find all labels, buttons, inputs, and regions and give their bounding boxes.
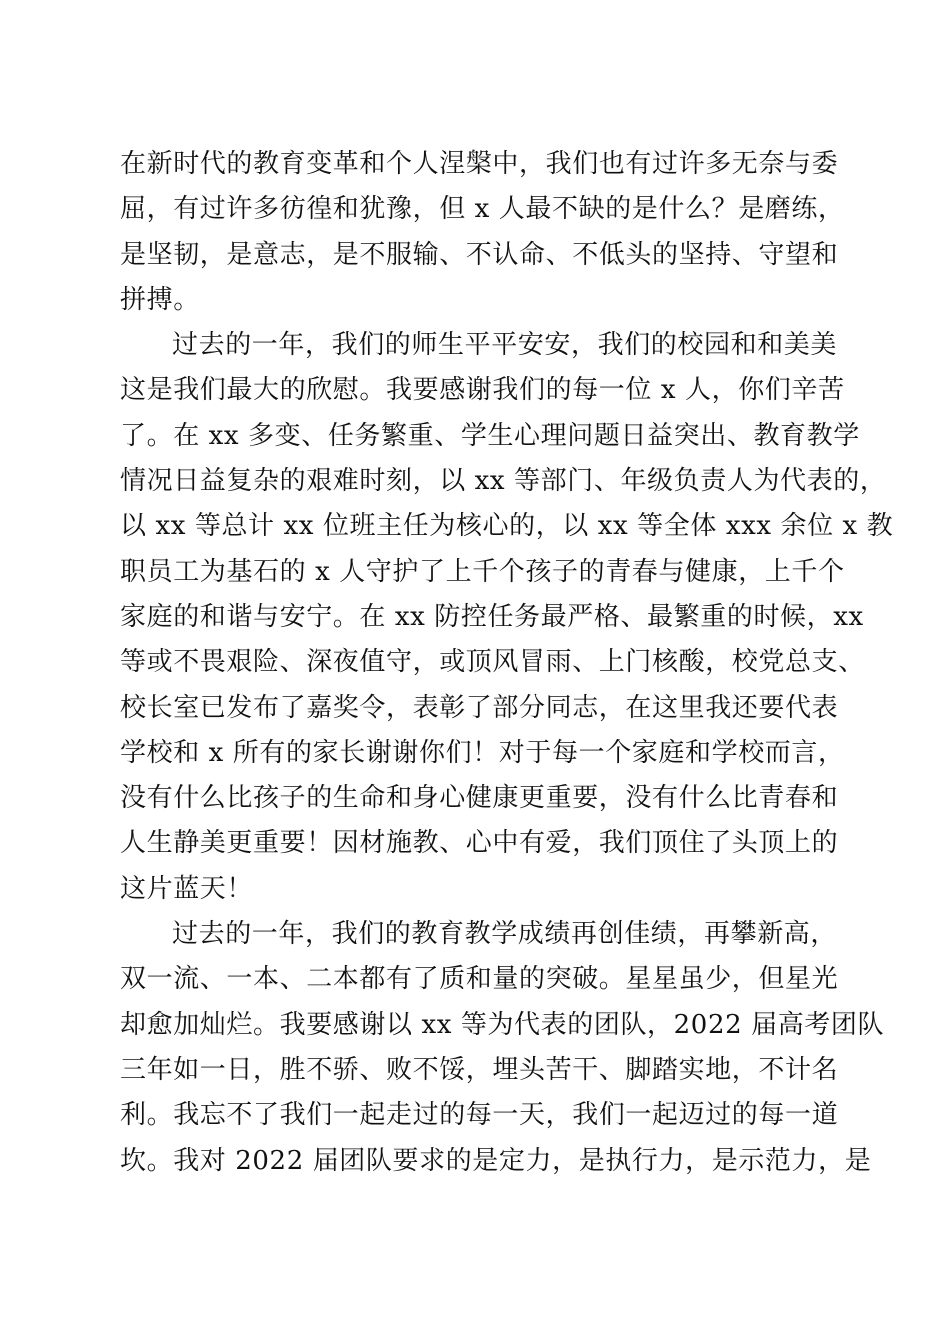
- paragraph-1: [120, 142, 845, 323]
- text-line: 职员工为基石的 x 人守护了上千个孩子的青春与健康，上千个: [120, 556, 845, 587]
- text-line: 校长室已发布了嘉奖令，表彰了部分同志，在这里我还要代表: [120, 692, 839, 723]
- text-line: 人生静美更重要！因材施教、心中有爱，我们顶住了头顶上的: [120, 828, 839, 859]
- text-line: 这是我们最大的欣慰。我要感谢我们的每一位 x 人，你们辛苦: [120, 375, 845, 406]
- text-line: 等或不畏艰险、深夜值守，或顶风冒雨、上门核酸，校党总支、: [120, 647, 865, 678]
- text-line: 过去的一年，我们的师生平平安安，我们的校园和和美美: [172, 330, 838, 361]
- text-line: 是坚韧，是意志，是不服输、不认命、不低头的坚持、守望和: [120, 239, 839, 270]
- text-line: 三年如一日，胜不骄、败不馁，埋头苦干、脚踏实地，不计名: [120, 1054, 839, 1085]
- text-line: 以 xx 等总计 xx 位班主任为核心的，以 xx 等全体 xxx 余位 x 教: [120, 511, 894, 542]
- paragraph-2: [120, 323, 894, 912]
- paragraph-3: [120, 912, 885, 1184]
- text-line: 学校和 x 所有的家长谢谢你们！对于每一个家庭和学校而言，: [120, 737, 845, 768]
- text-line: 在新时代的教育变革和个人涅槃中，我们也有过许多无奈与委: [120, 149, 839, 179]
- text-line: 屈，有过许多彷徨和犹豫，但 x 人最不缺的是什么？是磨练，: [120, 194, 845, 225]
- text-line: 双一流、一本、二本都有了质和量的突破。星星虽少，但星光: [120, 964, 839, 995]
- text-line: 拼搏。: [120, 284, 200, 315]
- text-line: 过去的一年，我们的教育教学成绩再创佳绩，再攀新高，: [172, 919, 838, 950]
- text-line: 却愈加灿烂。我要感谢以 xx 等为代表的团队，2022 届高考团队: [120, 1009, 885, 1040]
- text-line: 家庭的和谐与安宁。在 xx 防控任务最严格、最繁重的时候，xx: [120, 601, 864, 632]
- body-text: [120, 142, 894, 1184]
- text-line: 了。在 xx 多变、任务繁重、学生心理问题日益突出、教育教学: [120, 420, 860, 451]
- text-line: 利。我忘不了我们一起走过的每一天，我们一起迈过的每一道: [120, 1100, 839, 1131]
- text-line: 没有什么比孩子的生命和身心健康更重要，没有什么比青春和: [120, 783, 839, 814]
- text-line: 这片蓝天！: [120, 873, 254, 904]
- text-line: 坎。我对 2022 届团队要求的是定力，是执行力，是示范力，是: [120, 1145, 872, 1176]
- text-line: 情况日益复杂的艰难时刻，以 xx 等部门、年级负责人为代表的，: [120, 466, 887, 497]
